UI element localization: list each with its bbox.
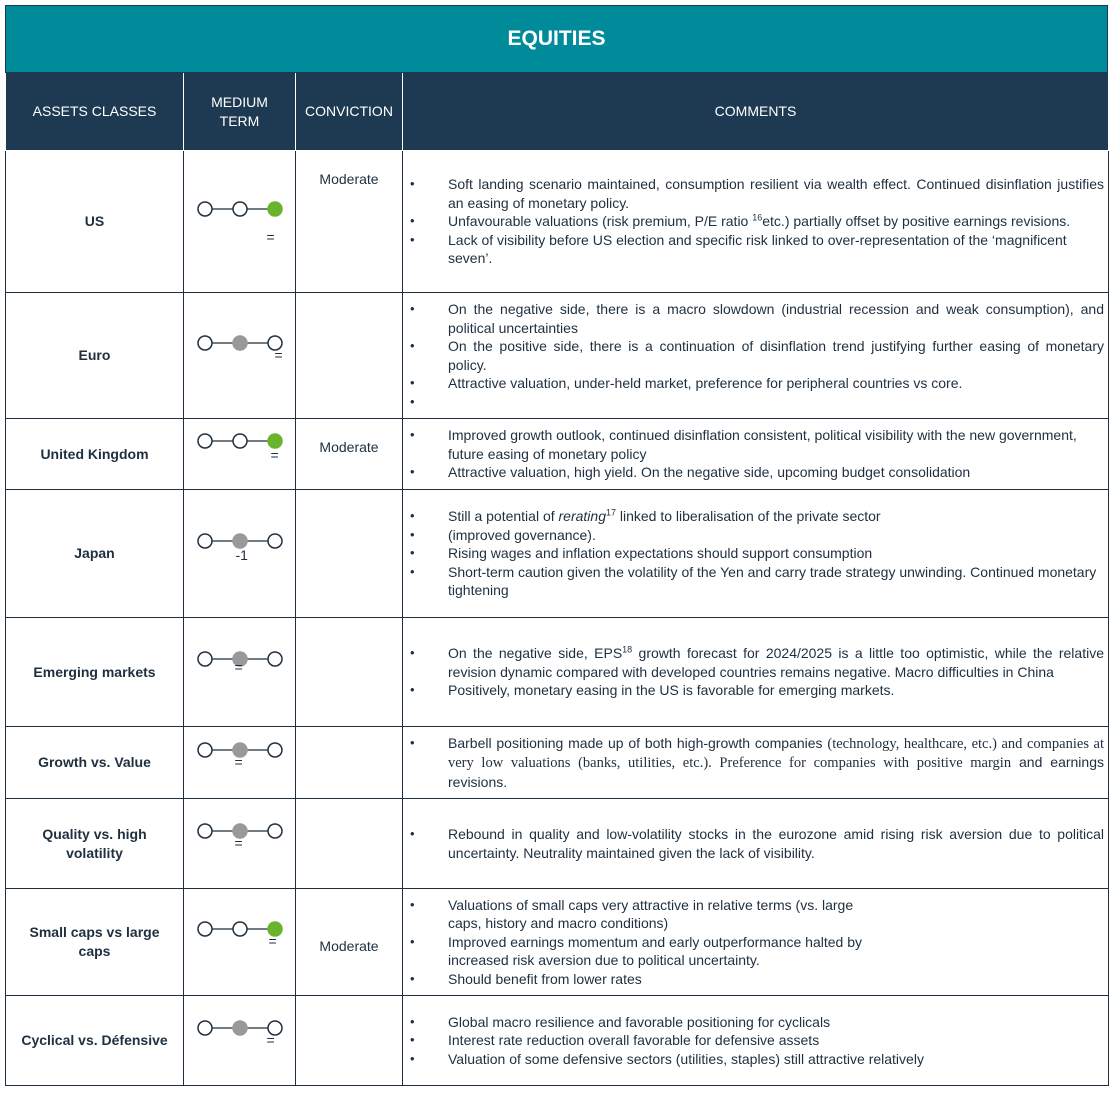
position-dots bbox=[195, 919, 285, 965]
position-dots bbox=[195, 531, 285, 577]
comments-cell bbox=[403, 727, 1109, 799]
equities-table-container bbox=[5, 5, 1108, 1086]
comments-cell bbox=[403, 996, 1109, 1086]
conviction-cell bbox=[296, 618, 403, 727]
position-dot-empty bbox=[268, 743, 282, 757]
comments-cell bbox=[403, 151, 1109, 293]
table-row bbox=[6, 799, 1109, 889]
conviction-cell bbox=[296, 996, 403, 1086]
position-dots bbox=[195, 333, 285, 379]
table-row bbox=[6, 996, 1109, 1086]
medium-term-indicator bbox=[184, 889, 296, 996]
comments-cell bbox=[403, 618, 1109, 727]
asset-label: US bbox=[6, 151, 184, 293]
header-conviction: CONVICTION bbox=[296, 73, 403, 151]
conviction-cell: Moderate bbox=[296, 151, 403, 293]
position-dot-filled bbox=[233, 336, 247, 350]
asset-label: Cyclical vs. Défensive bbox=[6, 996, 184, 1086]
position-dot-filled bbox=[233, 534, 247, 548]
comment-item: • Attractive valuation, under-held market, preference for peripheral countries vs core. bbox=[409, 374, 1104, 393]
comments-list bbox=[409, 507, 1104, 600]
change-indicator: = bbox=[234, 753, 243, 770]
equities-table bbox=[5, 73, 1109, 1086]
position-dots bbox=[195, 1018, 285, 1064]
table-row bbox=[6, 727, 1109, 799]
position-dot-empty bbox=[198, 534, 212, 548]
change-indicator: = bbox=[234, 659, 243, 675]
position-dot-empty bbox=[198, 202, 212, 216]
comment-item: • Global macro resilience and favorable positioning for cyclicals bbox=[409, 1013, 1104, 1032]
comment-item: • On the negative side, there is a macro slowdown (industrial recession and weak consumption), and political uncertainties bbox=[409, 300, 1104, 337]
change-indicator: -1 bbox=[235, 546, 248, 563]
change-indicator: = bbox=[274, 346, 283, 363]
comment-item: • Valuations of small caps very attractive in relative terms (vs. large caps, history and macro conditions) bbox=[409, 896, 1104, 933]
position-dot-empty bbox=[198, 743, 212, 757]
comment-item: • Rebound in quality and low-volatility stocks in the eurozone amid rising risk aversion due to political uncertainty. Neutrality maintained given the lack of visibility. bbox=[409, 825, 1104, 862]
asset-label: Quality vs. high volatility bbox=[6, 799, 184, 889]
change-indicator: = bbox=[270, 447, 279, 463]
comment-item: • Short-term caution given the volatility of the Yen and carry trade strategy unwinding. Continued monetary tightening bbox=[409, 563, 1104, 600]
comment-item: • Unfavourable valuations (risk premium, P/E ratio $^{16}$etc.) partially offset by positive earnings revisions. bbox=[409, 212, 1104, 231]
asset-label: Growth vs. Value bbox=[6, 727, 184, 799]
comment-item: • (improved governance). bbox=[409, 526, 1104, 545]
medium-term-indicator bbox=[184, 419, 296, 490]
position-dot-empty bbox=[198, 336, 212, 350]
position-dot-filled bbox=[268, 434, 282, 448]
position-dot-empty bbox=[198, 1021, 212, 1035]
header-row bbox=[6, 73, 1109, 151]
conviction-cell bbox=[296, 727, 403, 799]
table-title: EQUITIES bbox=[5, 5, 1108, 73]
comment-item: • Attractive valuation, high yield. On the negative side, upcoming budget consolidation bbox=[409, 463, 1104, 482]
comments-list bbox=[409, 426, 1104, 482]
position-dots bbox=[195, 649, 285, 695]
medium-term-indicator bbox=[184, 293, 296, 419]
change-indicator: = bbox=[266, 1031, 275, 1048]
comments-cell bbox=[403, 799, 1109, 889]
comments-list bbox=[409, 644, 1104, 700]
position-dot-empty bbox=[233, 202, 247, 216]
comments-cell bbox=[403, 490, 1109, 618]
header-comments: COMMENTS bbox=[403, 73, 1109, 151]
comment-item bbox=[409, 393, 1104, 411]
position-dot-empty bbox=[268, 534, 282, 548]
conviction-cell bbox=[296, 293, 403, 419]
comment-item: • Valuation of some defensive sectors (utilities, staples) still attractive relatively bbox=[409, 1050, 1104, 1069]
medium-term-indicator bbox=[184, 618, 296, 727]
asset-label: Japan bbox=[6, 490, 184, 618]
position-dot-empty bbox=[198, 434, 212, 448]
comment-item: • Rising wages and inflation expectations should support consumption bbox=[409, 544, 1104, 563]
asset-label: United Kingdom bbox=[6, 419, 184, 490]
conviction-cell: Moderate bbox=[296, 889, 403, 996]
position-dot-empty bbox=[198, 652, 212, 666]
comments-cell bbox=[403, 293, 1109, 419]
position-dot-empty bbox=[233, 434, 247, 448]
position-dot-filled bbox=[268, 202, 282, 216]
comments-list bbox=[409, 896, 1104, 989]
position-dot-empty bbox=[268, 824, 282, 838]
comment-item: • Still a potential of rerating$^{17}$ linked to liberalisation of the private sector bbox=[409, 507, 1104, 526]
asset-label: Small caps vs large caps bbox=[6, 889, 184, 996]
comments-list bbox=[409, 1013, 1104, 1069]
comments-list bbox=[409, 175, 1104, 268]
conviction-cell bbox=[296, 490, 403, 618]
table-row bbox=[6, 419, 1109, 490]
comments-list bbox=[409, 300, 1104, 411]
comment-item: • Barbell positioning made up of both high-growth companies (technology, healthcare, etc.) and companies at very low valuations (banks, utilities, etc.). Preference for companies with positive margin and earnings revisions. bbox=[409, 734, 1104, 792]
comment-item: • Interest rate reduction overall favorable for defensive assets bbox=[409, 1031, 1104, 1050]
position-dots bbox=[195, 740, 285, 786]
comment-item: • Improved earnings momentum and early outperformance halted by increased risk aversion due to political uncertainty. bbox=[409, 933, 1104, 970]
position-dot-empty bbox=[233, 922, 247, 936]
position-dot-empty bbox=[198, 922, 212, 936]
conviction-cell bbox=[296, 799, 403, 889]
position-dot-filled bbox=[233, 1021, 247, 1035]
table-row bbox=[6, 618, 1109, 727]
medium-term-indicator bbox=[184, 799, 296, 889]
table-row bbox=[6, 293, 1109, 419]
position-dots bbox=[195, 199, 285, 245]
comment-item: • Should benefit from lower rates bbox=[409, 970, 1104, 989]
position-dots bbox=[195, 431, 285, 477]
comments-cell bbox=[403, 419, 1109, 490]
medium-term-indicator bbox=[184, 727, 296, 799]
asset-label: Emerging markets bbox=[6, 618, 184, 727]
comment-item: • Positively, monetary easing in the US is favorable for emerging markets. bbox=[409, 681, 1104, 700]
comment-item: • Improved growth outlook, continued disinflation consistent, political visibility with the new government, future easing of monetary policy bbox=[409, 426, 1104, 463]
comments-list bbox=[409, 734, 1104, 792]
medium-term-indicator bbox=[184, 151, 296, 293]
position-dot-empty bbox=[198, 824, 212, 838]
comment-item: • Soft landing scenario maintained, consumption resilient via wealth effect. Continued disinflation justifies an easing of monetary policy. bbox=[409, 175, 1104, 212]
asset-label: Euro bbox=[6, 293, 184, 419]
conviction-cell: Moderate bbox=[296, 419, 403, 490]
header-assets-classes: ASSETS CLASSES bbox=[6, 73, 184, 151]
position-dot-empty bbox=[268, 652, 282, 666]
position-dots-svg bbox=[195, 199, 285, 219]
change-indicator: = bbox=[266, 228, 275, 245]
change-indicator: = bbox=[268, 933, 277, 949]
table-row bbox=[6, 889, 1109, 996]
header-medium-term: MEDIUM TERM bbox=[184, 73, 296, 151]
comment-item: • On the positive side, there is a continuation of disinflation trend justifying further easing of monetary policy. bbox=[409, 337, 1104, 374]
table-row bbox=[6, 490, 1109, 618]
comments-list bbox=[409, 825, 1104, 862]
medium-term-indicator bbox=[184, 490, 296, 618]
medium-term-indicator bbox=[184, 996, 296, 1086]
comment-item: • On the negative side, EPS$^{18}$ growth forecast for 2024/2025 is a little too optimistic, while the relative revision dynamic compared with developed countries remains negative. Macro difficulties in China bbox=[409, 644, 1104, 681]
position-dots-svg bbox=[195, 333, 285, 353]
position-dots bbox=[195, 821, 285, 867]
change-indicator: = bbox=[234, 834, 243, 851]
comments-cell bbox=[403, 889, 1109, 996]
table-row bbox=[6, 151, 1109, 293]
comment-item: • Lack of visibility before US election and specific risk linked to over-representation of the ‘magnificent seven’. bbox=[409, 231, 1104, 268]
